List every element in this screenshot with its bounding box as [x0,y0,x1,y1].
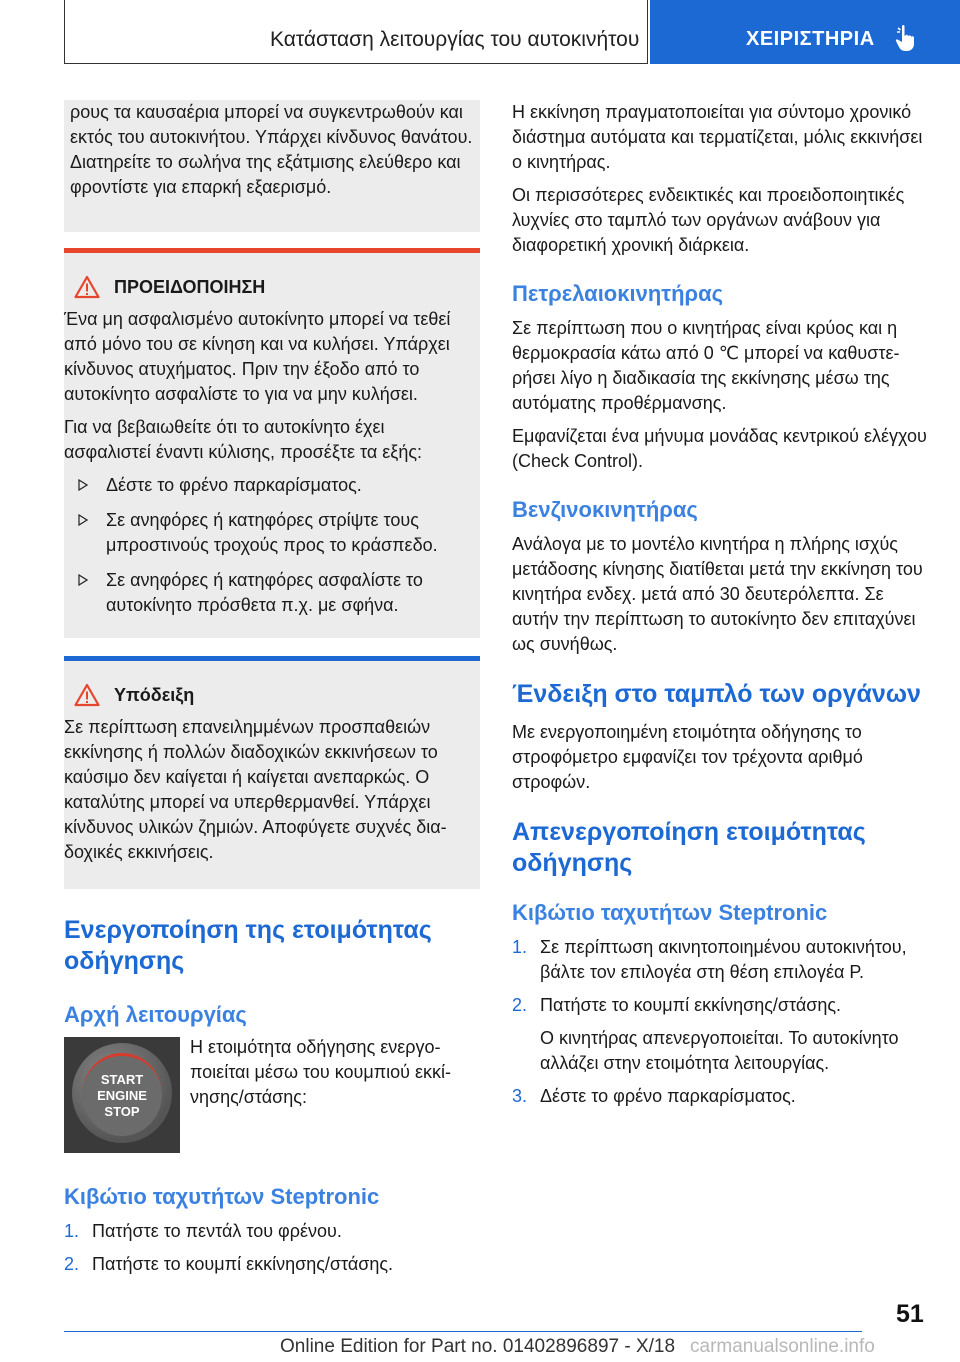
warning-paragraph: Ένα μη ασφαλισμένο αυτοκίνητο μπορεί να τεθεί από μόνο του σε κίνηση και να κυλήσει. Υπάρχει κίνδυνος ατυχήματος. Πριν την έξοδο από το αυτοκίνητο ασφαλίστε το για να μην κυλήσει. [64,309,451,404]
step-result: Ο κινητήρας απενεργοποιείται. Το αυτοκίνητο αλλάζει στην ετοιμότητα λειτουργίας. [540,1028,899,1073]
left-column [64,100,480,1285]
bullet-triangle-icon [78,514,88,526]
list-item [64,473,472,498]
warning-paragraph: Για να βεβαιωθείτε ότι το αυτοκίνητο έχει ασφαλιστεί έναντι κύλισης, προσέξτε τα εξής: [64,417,423,462]
list-item-text: Δέστε το φρένο παρκαρίσματος. [106,475,362,495]
section-heading: Απενεργοποίηση ετοιμότητας οδήγησης [512,818,866,877]
right-column [512,100,928,1117]
warning-title: ΠΡΟΕΙΔΟΠΟΙΗΣΗ [114,276,266,297]
button-text: STOP [104,1104,140,1119]
list-item [64,568,472,618]
subsection-heading: Βενζινοκινητήρας [512,497,698,522]
footer-watermark: carmanualsonline.info [690,1336,875,1357]
paragraph: Σε περίπτωση που ο κινητήρας είναι κρύος και η θερμοκρασία κάτω από 0 ℃ μπορεί να καθυστερήσει λίγο η διαδικασία της εκκίνησης μέσω της αυτόματης προθέρμανσης. [512,318,900,413]
section-tab-label: ΧΕΙΡΙΣΤΗΡΙΑ [746,28,875,50]
paragraph: Με ενεργοποιημένη ετοιμότητα οδήγησης το στροφόμετρο εμφανίζει τον τρέχοντα αριθμό στροφών. [512,722,863,792]
steps-list [64,1219,480,1277]
footer-edition: Online Edition for Part no. 01402896897 - X/18 [280,1336,676,1357]
step-text: Σε περίπτωση ακινητοποιημένου αυτοκινήτου, βάλτε τον επιλογέα στη θέση επιλογέα P. [540,937,907,982]
start-button-row [64,1037,480,1153]
chapter-title: Κατάσταση λειτουργίας του αυτοκινήτου [270,28,640,51]
list-item-text: Σε ανηφόρες ή κατηφόρες στρίψτε τους μπροστινούς τροχούς προς το κράσπεδο. [106,510,438,555]
step-number: 3. [512,1086,528,1106]
step-number: 1. [64,1221,80,1241]
warning-box [64,248,480,638]
intro-text: ρους τα καυσαέρια μπορεί να συγκεντρωθούν και εκτός του αυτοκινήτου. Υπάρχει κίνδυνος θανάτου. Διατηρείτε το σωλήνα της εξάτμισης ελεύθερο και φροντίστε για επαρκή εξαερισμό. [70,102,473,197]
note-paragraph: Σε περίπτωση επανειλημμένων προσπαθειών εκκίνησης ή πολλών διαδοχικών εκκινήσεων το καύσιμο δεν καίγεται ή καίγεται ανεπαρκώς. Ο καταλύτης μπορεί να υπερθερμανθεί. Υπάρχει κίνδυνος υλικών ζημιών. Αποφύγετε συχνές διαδοχικές εκκινήσεις. [64,717,447,862]
button-face [82,1053,162,1136]
paragraph: Ανάλογα με το μοντέλο κινητήρα η πλήρης ισχύς μετάδοσης κίνησης διατίθεται μετά την εκκίνηση του κινητήρα ενδεχ. μετά από 30 δευτερόλεπτα. Σε αυτήν την περίπτωση το αυτοκίνητο δεν επιταχύνει ως συνήθως. [512,534,923,654]
paragraph: Οι περισσότερες ενδεικτικές και προειδοποιητικές λυχνίες στο ταμπλό των οργάνων ανάβουν για διαφορετική χρονική διάρκεια. [512,185,905,255]
list-item [512,1084,928,1109]
section-heading: Ενεργοποίηση της ετοιμότητας οδήγησης [64,916,432,975]
step-number: 2. [64,1254,80,1274]
page-number: 51 [896,1300,924,1328]
subsection-heading: Πετρελαιοκινητήρας [512,281,724,306]
steps-list [512,935,928,1109]
warning-triangle-icon [74,683,100,707]
subsection-heading: Κιβώτιο ταχυτήτων Steptronic [512,900,828,925]
paragraph: Η εκκίνηση πραγματοποιείται για σύντομο χρονικό διάστημα αυτόματα και τερματίζεται, μόλις εκκινήσει ο κινητήρας. [512,102,923,172]
subsection-heading: Αρχή λειτουργίας [64,1002,247,1027]
note-header [64,683,472,707]
step-text: Πατήστε το πεντάλ του φρένου. [92,1221,342,1241]
list-item [512,935,928,985]
note-box [64,656,480,889]
section-heading: Ένδειξη στο ταμπλό των οργάνων [512,680,921,708]
paragraph: Εμφανίζεται ένα μήνυμα μονάδας κεντρικού ελέγχου (Check Control). [512,426,927,471]
step-text: Πατήστε το κουμπί εκκίνησης/στάσης. [92,1254,394,1274]
warning-triangle-icon [74,275,100,299]
list-item [512,993,928,1076]
step-number: 1. [512,937,528,957]
step-number: 2. [512,995,528,1015]
warning-bullet-list [64,473,472,618]
button-text: ENGINE [97,1088,147,1103]
list-item [64,508,472,558]
step-text: Δέστε το φρένο παρκαρίσματος. [540,1086,796,1106]
bullet-triangle-icon [78,479,88,491]
list-item-text: Σε ανηφόρες ή κατηφόρες ασφαλίστε το αυτοκίνητο πρόσθετα π.χ. με σφήνα. [106,570,423,615]
intro-box [64,100,480,232]
bullet-triangle-icon [78,574,88,586]
list-item [64,1252,480,1277]
footer-divider [64,1331,862,1332]
subsection-heading: Κιβώτιο ταχυτήτων Steptronic [64,1184,380,1209]
list-item [64,1219,480,1244]
principle-text: Η ετοιμότητα οδήγησης ενεργοποιείται μέσω του κουμπιού εκκίνησης/στάσης: [190,1037,452,1107]
note-title: Υπόδειξη [114,684,195,705]
start-stop-button-image [64,1037,180,1153]
button-text: START [100,1072,144,1087]
section-tab[interactable] [650,0,960,64]
hand-pointer-icon [894,24,920,52]
step-text: Πατήστε το κουμπί εκκίνησης/στάσης. [540,995,842,1015]
warning-header [64,275,472,299]
